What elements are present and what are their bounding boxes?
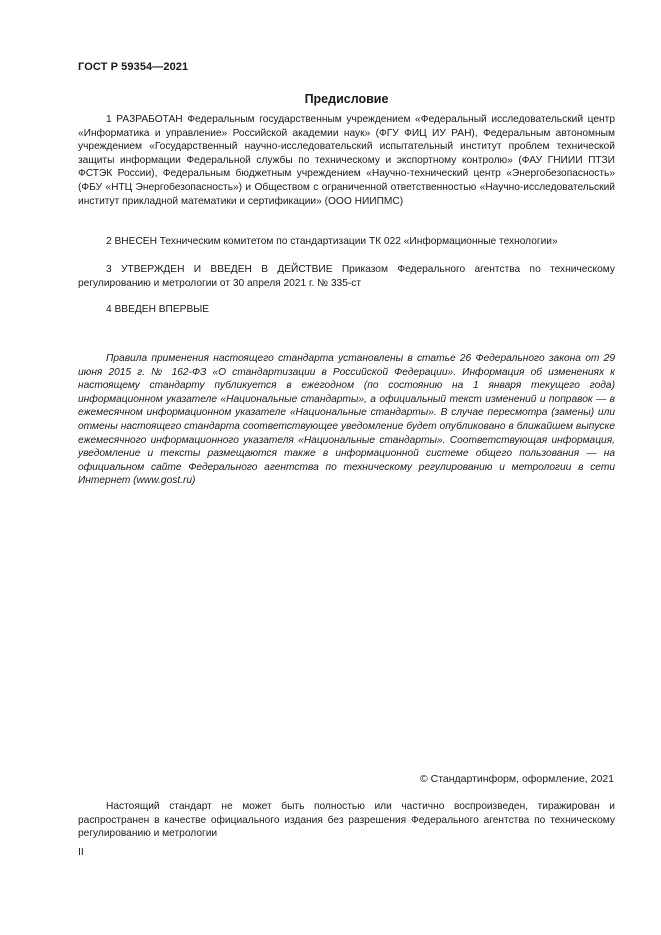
copyright-line: © Стандартинформ, оформление, 2021 xyxy=(419,773,614,785)
document-code: ГОСТ Р 59354—2021 xyxy=(78,61,189,73)
foreword-item-approved: 3 УТВЕРЖДЕН И ВВЕДЕН В ДЕЙСТВИЕ Приказом Федерального агентства по техническому регулированию и метрологии от 30 апреля 2021 г. № 335-ст xyxy=(78,264,615,289)
rules-note: Правила применения настоящего стандарта установлены в статье 26 Федерального закона от 29 июня 2015 г. № 162-ФЗ «О стандартизации в Российской Федерации». Информация об изменениях к настоящему стандарту публикуется в ежегодном (по состоянию на 1 января текущего года) информационном указателе «Национальные стандарты», а официальный текст изменений и поправок — в ежемесячном информационном указателе «Национальные стандарты». В случае пересмотра (замены) или отмены настоящего стандарта соответствующее уведомление будет опубликовано в ближайшем выпуске ежемесячного информационного указателя «Национальные стандарты». Соответствующая информация, уведомление и тексты размещаются также в информационной системе общего пользования — на официальном сайте Федерального агентства по техническому регулированию и метрологии в сети Интернет (www.gost.ru) xyxy=(78,353,615,487)
foreword-title: Предисловие xyxy=(304,92,389,106)
foreword-item-submitted: 2 ВНЕСЕН Техническим комитетом по стандартизации ТК 022 «Информационные технологии» xyxy=(106,236,558,247)
foreword-item-introduced: 4 ВВЕДЕН ВПЕРВЫЕ xyxy=(106,304,210,315)
page-number: II xyxy=(78,846,84,858)
reproduction-notice: Настоящий стандарт не может быть полностью или частично воспроизведен, тиражирован и распространен в качестве официального издания без разрешения Федерального агентства по техническому регулированию и метрологии xyxy=(78,801,615,840)
foreword-item-developed: 1 РАЗРАБОТАН Федеральным государственным учреждением «Федеральный исследовательский центр «Информатика и управление» Российской академии наук» (ФГУ ФИЦ ИУ РАН), Федеральным автономным учреждением «Государственный научно-исследовательский испытательный институт проблем технической защиты информации Федеральной службы по техническому и экспортному контролю» (ФАУ ГНИИИ ПТЗИ ФСТЭК России), Федеральным бюджетным учреждением «Научно-технический центр «Энергобезопасность» (ФБУ «НТЦ Энергобезопасность») и Обществом с ограниченной ответственностью «Научно-исследовательский институт прикладной математики и сертификации» (ООО НИИПМС) xyxy=(78,114,615,207)
